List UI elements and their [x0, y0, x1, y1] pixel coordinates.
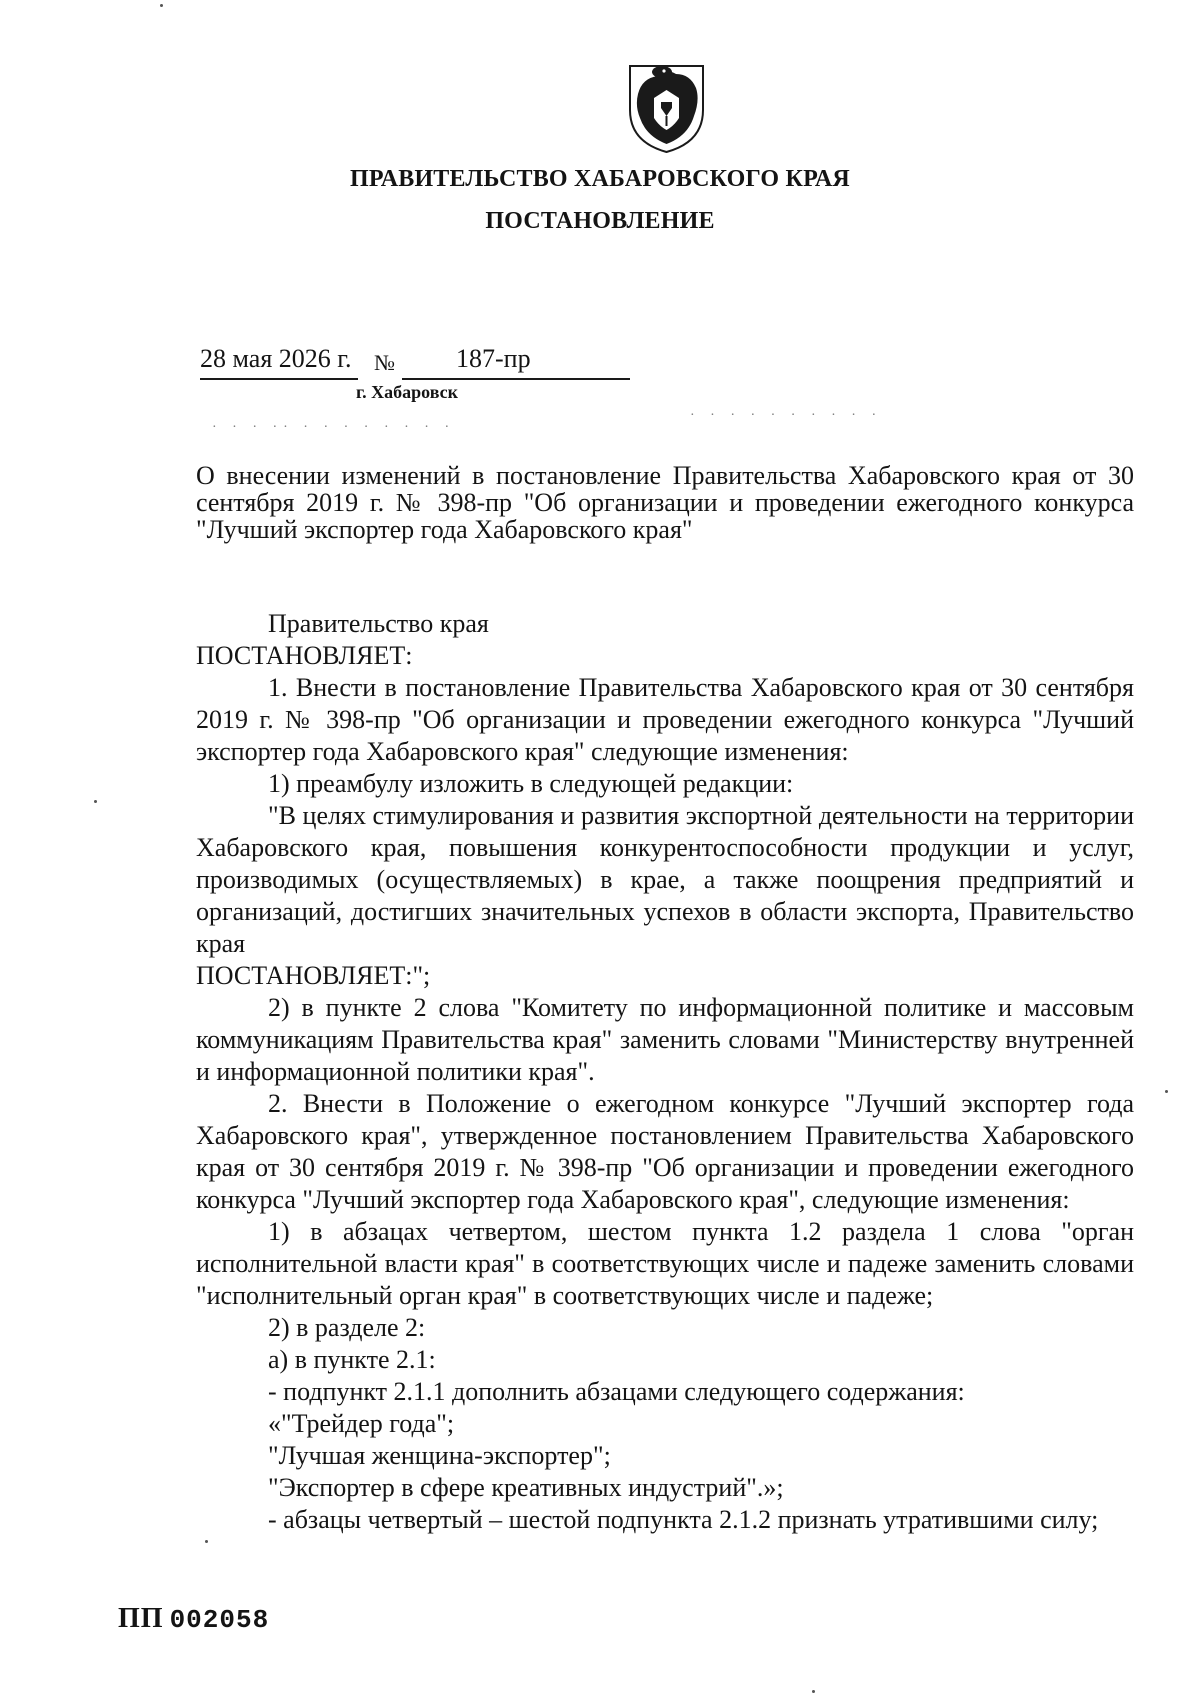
- date-number-block: [200, 344, 630, 404]
- paragraph-2-item-1: 1) в абзацах четвертом, шестом пункта 1.2 раздела 1 слова "орган исполнительной власти края" в соответствующих числе и падеже заменить словами "исполнительный орган края" в соответствующих числе и падеже;: [196, 1217, 1134, 1310]
- paragraph-1: 1. Внести в постановление Правительства Хабаровского края от 30 сентября 2019 г. № 398-пр "Об организации и проведении ежегодного конкурса "Лучший экспортер года Хабаровского края" следующие изменения:: [196, 673, 1134, 766]
- preamble-quote-end: ПОСТАНОВЛЯЕТ:";: [196, 961, 431, 990]
- number-sign: №: [374, 350, 395, 375]
- document-body: [196, 608, 1134, 1536]
- paragraph-2: 2. Внести в Положение о ежегодном конкурсе "Лучший экспортер года Хабаровского края", утвержденное постановлением Правительства Хабаровского края от 30 сентября 2019 г. № 398-пр "Об организации и проведении ежегодного конкурса "Лучший экспортер года Хабаровского края", следующие изменения:: [196, 1089, 1134, 1214]
- subitem-a-1: - подпункт 2.1.1 дополнить абзацами следующего содержания:: [268, 1377, 965, 1406]
- subitem-a: а) в пункте 2.1:: [268, 1345, 436, 1374]
- scan-noise: · · · ·· · · · · · · · ·: [212, 420, 456, 435]
- paragraph-2-item-2: 2) в разделе 2:: [268, 1313, 426, 1342]
- scan-speck: [812, 1690, 815, 1693]
- paragraph-1-item-1: 1) преамбулу изложить в следующей редакции:: [268, 769, 794, 798]
- decree-word: ПОСТАНОВЛЯЕТ:: [196, 641, 413, 670]
- quote-line-1: «"Трейдер года";: [268, 1409, 455, 1438]
- document-date: 28 мая 2026 г.: [200, 344, 352, 373]
- form-code: [118, 1603, 269, 1635]
- form-code-prefix: ПП: [118, 1603, 164, 1634]
- document-type-heading: ПОСТАНОВЛЕНИЕ: [485, 208, 715, 234]
- number-underline: [402, 378, 630, 380]
- subitem-a-2: - абзацы четвертый – шестой подпункта 2.1.2 признать утратившими силу;: [268, 1505, 1099, 1534]
- date-underline: [200, 378, 358, 380]
- scan-speck: [1165, 1090, 1168, 1093]
- scan-speck: [160, 4, 163, 7]
- intro-line: Правительство края: [268, 609, 489, 638]
- quote-line-3: "Экспортер в сфере креативных индустрий".»;: [268, 1473, 784, 1502]
- document-number: 187-пр: [456, 344, 531, 373]
- city-label: г. Хабаровск: [356, 382, 459, 402]
- scan-speck: [94, 800, 97, 803]
- scan-speck: [205, 1540, 208, 1543]
- paragraph-1-item-2: 2) в пункте 2 слова "Комитету по информационной политике и массовым коммуникациям Правительства края" заменить словами "Министерству внутренней и информационной политики края".: [196, 993, 1134, 1086]
- scan-noise: · · · · · · · · · ·: [690, 408, 883, 423]
- government-name-heading: ПРАВИТЕЛЬСТВО ХАБАРОВСКОГО КРАЯ: [350, 166, 850, 192]
- coat-of-arms-emblem: [624, 60, 709, 155]
- preamble-quote: "В целях стимулирования и развития экспортной деятельности на территории Хабаровского края, повышения конкурентоспособности продукции и услуг, производимых (осуществляемых) в крае, а также поощрения предприятий и организаций, достигших значительных успехов в области экспорта, Правительство края: [196, 801, 1134, 958]
- form-code-number: 002058: [169, 1605, 270, 1635]
- document-title: О внесении изменений в постановление Правительства Хабаровского края от 30 сентября 2019 г. № 398-пр "Об организации и проведении ежегодного конкурса "Лучший экспортер года Хабаровского края": [196, 461, 1134, 544]
- quote-line-2: "Лучшая женщина-экспортер";: [268, 1441, 611, 1470]
